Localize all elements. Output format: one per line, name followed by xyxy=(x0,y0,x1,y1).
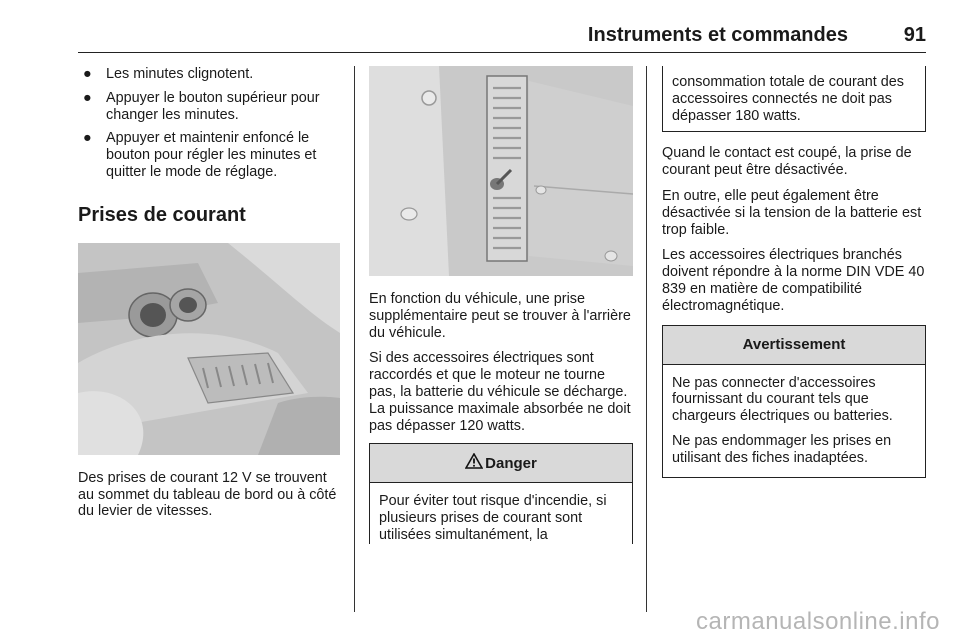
danger-header xyxy=(370,444,632,483)
column-divider-1 xyxy=(354,66,355,612)
page-header xyxy=(78,22,926,53)
bullet-list xyxy=(78,66,340,181)
bullet-icon: ● xyxy=(83,130,92,147)
warning-triangle-icon xyxy=(465,453,483,473)
page-number: 91 xyxy=(903,24,926,46)
danger-text: Pour éviter tout risque d'incendie, si plusieurs prises de courant sont utilisées simultanément, la xyxy=(379,493,607,543)
list-item: ● Appuyer et maintenir enfoncé le bouton pour régler les minutes et quitter le mode de réglage. xyxy=(83,130,317,180)
danger-box xyxy=(369,443,633,543)
rear-outlet-text: En fonction du véhicule, une prise supplémentaire peut se trouver à l'arrière du véhicule. xyxy=(369,291,631,341)
warning-header: Avertissement xyxy=(663,326,925,365)
rear-outlet-illustration xyxy=(369,66,633,276)
danger-text-continued: consommation totale de courant des accessoires connectés ne doit pas dépasser 180 watts. xyxy=(672,74,904,124)
watermark: carmanualsonline.info xyxy=(696,608,940,635)
chapter-title: Instruments et commandes xyxy=(587,24,848,46)
battery-discharge-text: Si des accessoires électriques sont raccordés et que le moteur ne tourne pas, la batterie du véhicule se décharge. La puissance maximale absorbée ne doit pas dépasser 120 watts. xyxy=(369,350,631,434)
danger-title: Danger xyxy=(485,454,537,472)
bullet-icon: ● xyxy=(83,89,92,106)
battery-voltage-text: En outre, elle peut également être désactivée si la tension de la batterie est trop faible. xyxy=(662,187,922,238)
column-divider-2 xyxy=(646,66,647,612)
outlet-description: Des prises de courant 12 V se trouvent au sommet du tableau de bord ou à côté du levier de vitesses. xyxy=(78,469,337,520)
warning-text-1: Ne pas connecter d'accessoires fournissant du courant tels que chargeurs électriques ou batteries. xyxy=(672,374,893,425)
danger-box-continued xyxy=(662,66,926,132)
ignition-off-text: Quand le contact est coupé, la prise de courant peut être désactivée. xyxy=(662,145,912,179)
warning-text-2: Ne pas endommager les prises en utilisant des fiches inadaptées. xyxy=(672,432,892,466)
list-item: ● Les minutes clignotent. xyxy=(83,66,254,82)
warning-box xyxy=(662,325,926,478)
column-3 xyxy=(662,66,926,478)
column-2 xyxy=(369,66,633,547)
column-1 xyxy=(78,66,340,529)
power-outlet-dashboard-illustration xyxy=(78,243,340,455)
bullet-icon: ● xyxy=(83,66,92,82)
section-heading: Prises de courant xyxy=(78,203,246,226)
accessory-standard-text: Les accessoires électriques branchés doivent répondre à la norme DIN VDE 40 839 en matière de compatibilité électromagnétique. xyxy=(662,247,925,314)
list-item: ● Appuyer le bouton supérieur pour changer les minutes. xyxy=(83,89,320,123)
